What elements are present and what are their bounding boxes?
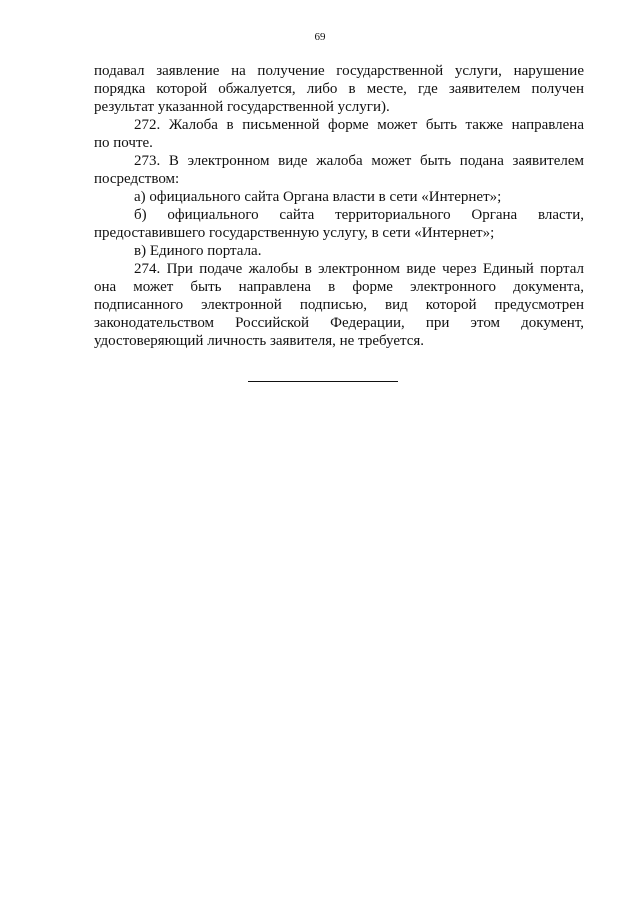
text-line: подписанного электронной подписью, вид которой предусмотрен	[94, 297, 584, 313]
text-line: законодательством Российской Федерации, при этом документ,	[94, 315, 584, 331]
text-line: по почте.	[94, 135, 153, 151]
text-line: удостоверяющий личность заявителя, не требуется.	[94, 333, 425, 349]
text-line: предоставившего государственную услугу, в сети «Интернет»;	[94, 225, 495, 241]
text-line: подавал заявление на получение государственной услуги, нарушение	[94, 63, 584, 79]
text-line: 273. В электронном виде жалоба может быть подана заявителем	[134, 153, 584, 169]
end-divider-line	[248, 381, 398, 382]
text-line: порядка которой обжалуется, либо в месте, где заявителем получен	[94, 81, 584, 97]
page-number: 69	[314, 31, 326, 43]
text-line: посредством:	[94, 171, 180, 187]
text-line: 272. Жалоба в письменной форме может быть также направлена	[134, 117, 584, 133]
text-line: она может быть направлена в форме электронного документа,	[94, 279, 584, 295]
text-line: 274. При подаче жалобы в электронном виде через Единый портал	[134, 261, 584, 277]
text-line: а) официального сайта Органа власти в сети «Интернет»;	[134, 189, 502, 205]
text-line: б) официального сайта территориального Органа власти,	[134, 207, 584, 223]
document-body	[94, 62, 584, 350]
text-line: результат указанной государственной услуги).	[94, 99, 390, 115]
text-line: в) Единого портала.	[134, 243, 262, 259]
